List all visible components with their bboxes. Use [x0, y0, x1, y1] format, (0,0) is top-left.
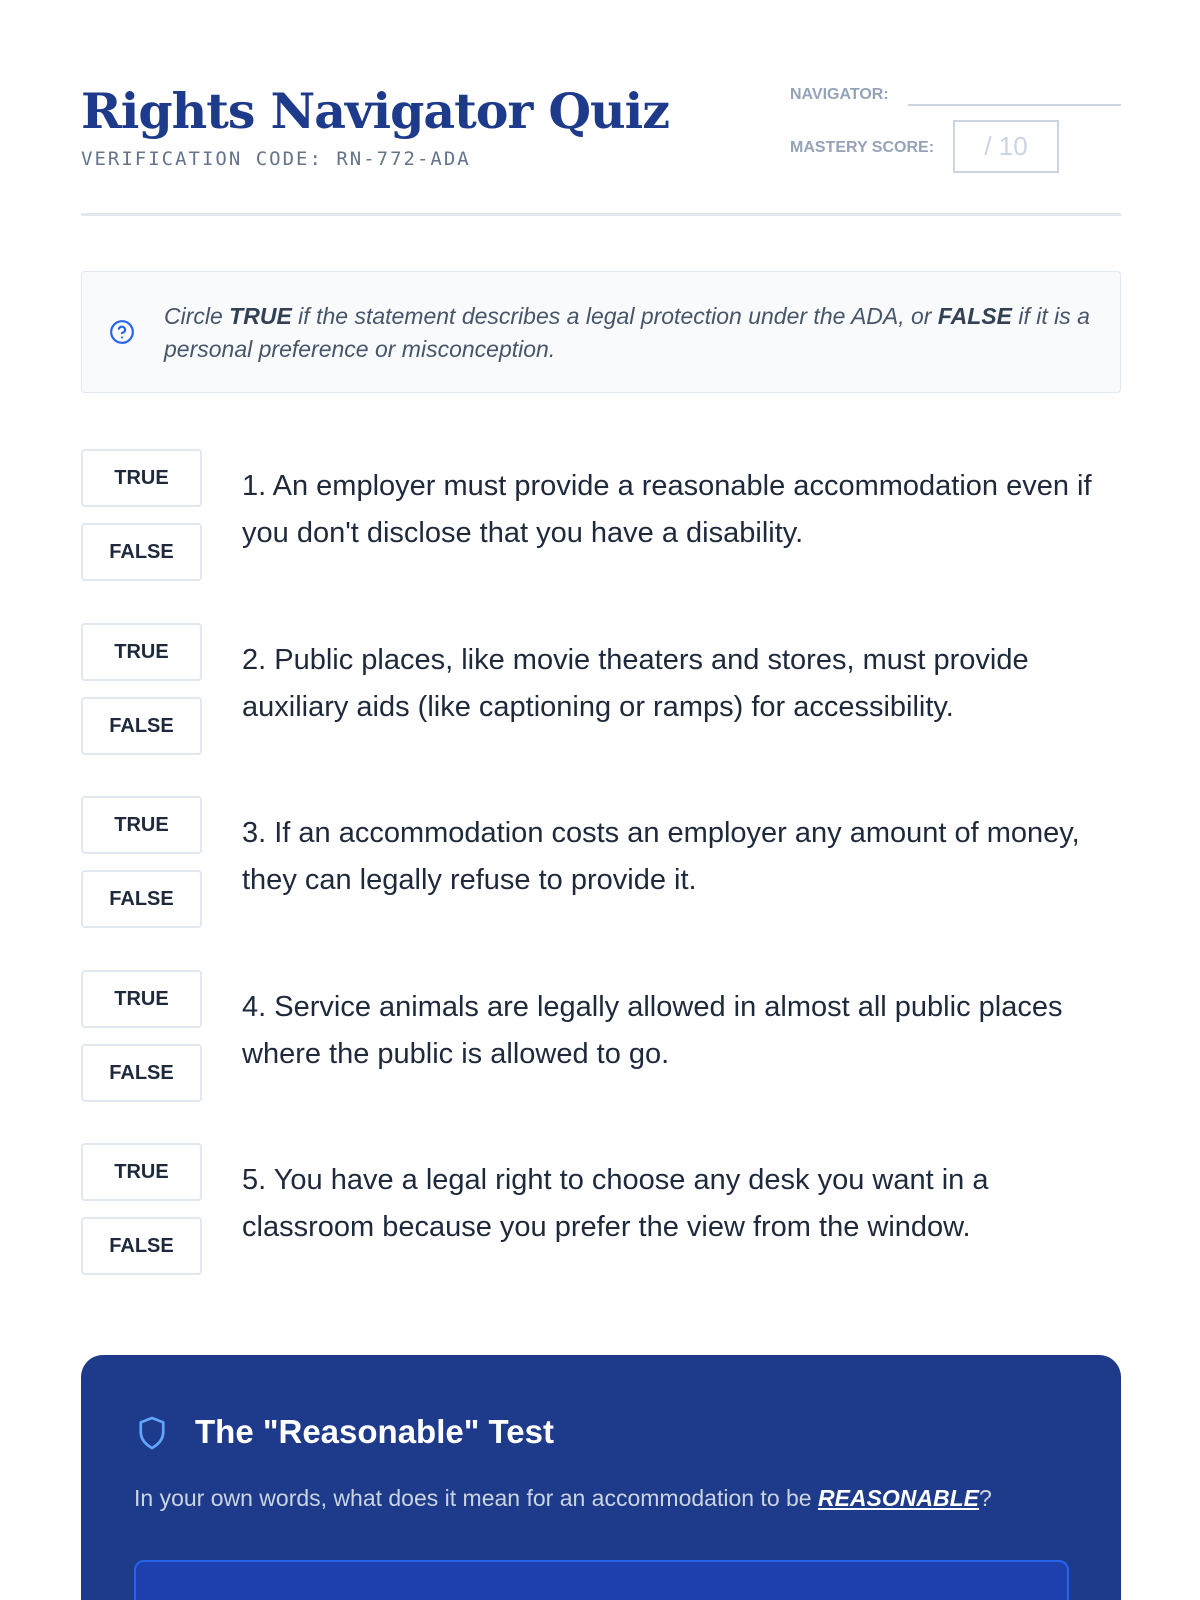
question-text-2: 2. Public places, like movie theaters and stores, must provide auxiliary aids (like captioning or ramps) for accessibility. — [242, 644, 1029, 723]
instructions-true-word: TRUE — [229, 303, 292, 329]
question-4 — [81, 970, 1121, 1102]
true-button-1[interactable]: TRUE — [81, 449, 202, 507]
mastery-score-field[interactable]: / 10 — [953, 120, 1059, 173]
false-button-2[interactable]: FALSE — [81, 697, 202, 755]
navigator-label: NAVIGATOR: — [790, 86, 889, 103]
question-text-3: 3. If an accommodation costs an employer any amount of money, they can legally refuse to provide it. — [242, 817, 1080, 896]
question-5 — [81, 1143, 1121, 1275]
question-3 — [81, 796, 1121, 928]
instructions-text: Circle TRUE if the statement describes a legal protection under the ADA, or FALSE if it is a personal preference or misconception. — [164, 303, 1090, 362]
false-button-4[interactable]: FALSE — [81, 1044, 202, 1102]
shield-icon — [137, 1415, 167, 1451]
verification-code: VERIFICATION CODE: RN-772-ADA — [81, 148, 471, 170]
question-text-4: 4. Service animals are legally allowed in almost all public places where the public is allowed to go. — [242, 991, 1063, 1070]
true-button-5[interactable]: TRUE — [81, 1143, 202, 1201]
true-button-4[interactable]: TRUE — [81, 970, 202, 1028]
true-button-3[interactable]: TRUE — [81, 796, 202, 854]
true-button-2[interactable]: TRUE — [81, 623, 202, 681]
help-circle-icon — [109, 319, 135, 345]
page-title: Rights Navigator Quiz — [81, 82, 670, 140]
false-button-5[interactable]: FALSE — [81, 1217, 202, 1275]
reasonable-answer-field[interactable] — [134, 1560, 1069, 1600]
navigator-field[interactable] — [908, 104, 1121, 106]
false-button-3[interactable]: FALSE — [81, 870, 202, 928]
instructions-false-word: FALSE — [937, 303, 1012, 329]
reasonable-emphasis: REASONABLE — [817, 1485, 979, 1511]
mastery-score-label: MASTERY SCORE: — [790, 139, 935, 156]
question-text-1: 1. An employer must provide a reasonable accommodation even if you don't disclose that you have a disability. — [242, 470, 1092, 549]
reasonable-test-title: The "Reasonable" Test — [195, 1413, 554, 1450]
reasonable-test-prompt: In your own words, what does it mean for an accommodation to be REASONABLE? — [134, 1485, 992, 1511]
question-1 — [81, 449, 1121, 581]
header — [81, 82, 1121, 216]
false-button-1[interactable]: FALSE — [81, 523, 202, 581]
reasonable-test-card — [81, 1355, 1121, 1600]
question-text-5: 5. You have a legal right to choose any desk you want in a classroom because you prefer the view from the window. — [242, 1164, 989, 1243]
instructions-box — [81, 271, 1121, 393]
question-2 — [81, 623, 1121, 755]
